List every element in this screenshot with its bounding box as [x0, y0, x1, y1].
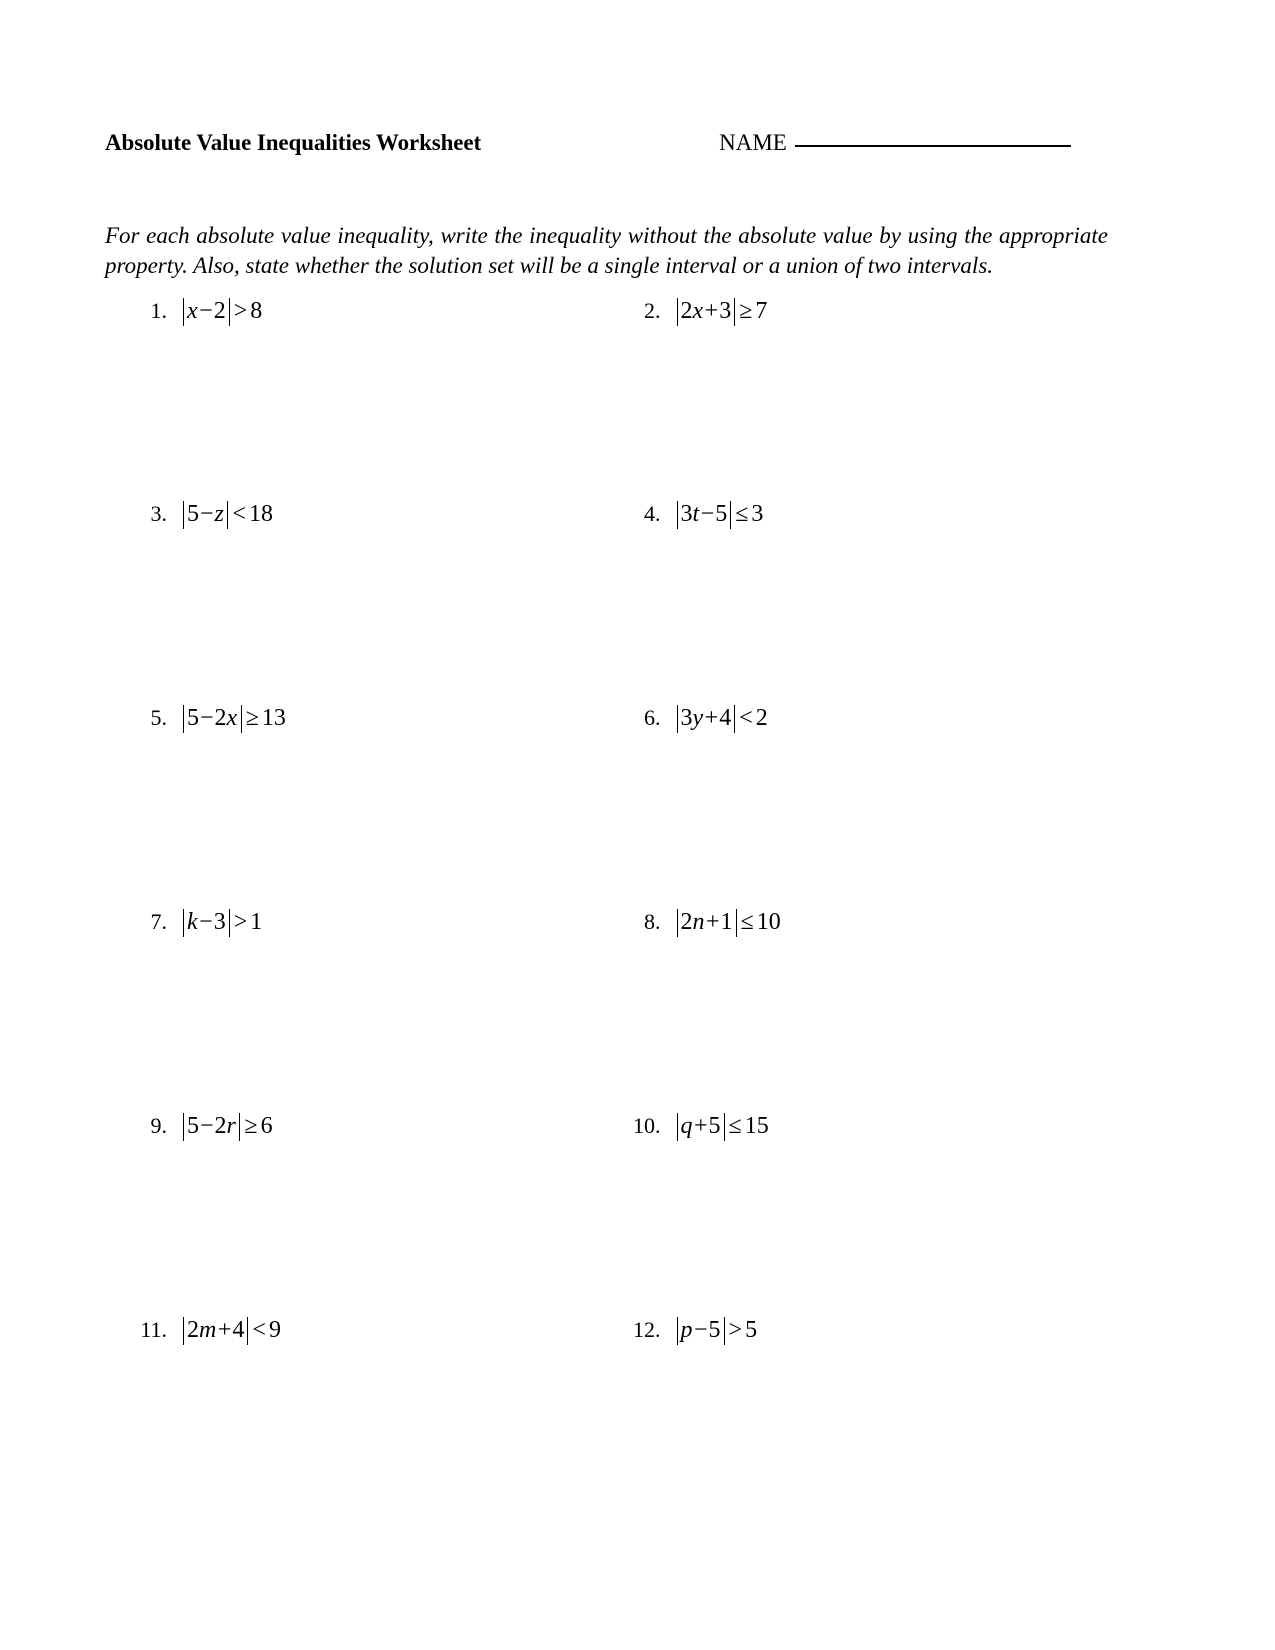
math-op: − — [200, 705, 214, 732]
absolute-value-bars — [183, 1113, 240, 1141]
math-var: r — [226, 1113, 236, 1140]
problem-row — [105, 705, 1110, 909]
math-num: 3 — [213, 909, 226, 936]
math-num: 3 — [680, 705, 693, 732]
problem-expression — [677, 1317, 758, 1345]
math-num: 5 — [715, 501, 728, 528]
math-op: − — [700, 501, 715, 528]
math-var: t — [692, 501, 700, 528]
math-var: p — [680, 1317, 693, 1344]
relation-symbol: < — [252, 1317, 266, 1344]
problem-item-5 — [105, 705, 617, 909]
right-hand-side: 13 — [261, 705, 286, 732]
math-op: + — [704, 705, 719, 732]
problem-item-4 — [617, 501, 1111, 705]
problem-number: 2. — [644, 298, 661, 324]
problem-item-8 — [617, 909, 1111, 1113]
right-hand-side: 10 — [756, 909, 781, 936]
relation-symbol: ≤ — [735, 501, 749, 528]
name-field-group — [719, 130, 1071, 156]
problem-expression — [183, 501, 273, 529]
math-var: x — [226, 705, 238, 732]
absolute-value-bars — [183, 501, 228, 529]
relation-symbol: ≥ — [245, 705, 259, 732]
problem-number: 3. — [150, 501, 167, 527]
problem-number: 10. — [633, 1113, 661, 1139]
problem-expression — [183, 1317, 281, 1345]
math-var: x — [692, 298, 704, 325]
math-num: 2 — [187, 1317, 199, 1344]
right-hand-side: 15 — [744, 1113, 769, 1140]
problem-expression — [183, 705, 286, 733]
math-op: − — [199, 298, 213, 325]
math-num: 2 — [680, 909, 693, 936]
relation-symbol: > — [233, 909, 248, 936]
math-num: 5 — [708, 1317, 721, 1344]
absolute-value-bars — [183, 298, 230, 326]
problem-number: 11. — [140, 1317, 167, 1343]
math-num: 2 — [214, 705, 227, 732]
math-var: m — [199, 1317, 217, 1344]
math-op: + — [704, 298, 719, 325]
math-op: + — [694, 1113, 708, 1140]
relation-symbol: ≥ — [244, 1113, 258, 1140]
math-op: − — [694, 1317, 708, 1344]
problem-expression — [677, 501, 764, 529]
math-num: 3 — [680, 501, 693, 528]
problem-number: 1. — [150, 298, 167, 324]
problem-item-7 — [105, 909, 617, 1113]
absolute-value-bars — [677, 705, 736, 733]
relation-symbol: > — [728, 1317, 743, 1344]
math-num: 3 — [719, 298, 732, 325]
math-num: 2 — [214, 1113, 227, 1140]
problem-item-11 — [105, 1317, 617, 1521]
math-var: x — [187, 298, 198, 325]
math-var: z — [214, 501, 224, 528]
problem-number: 8. — [644, 909, 661, 935]
problem-number: 12. — [633, 1317, 661, 1343]
absolute-value-bars — [183, 1317, 248, 1345]
right-hand-side: 6 — [260, 1113, 273, 1140]
relation-symbol: < — [739, 705, 753, 732]
math-num: 4 — [232, 1317, 245, 1344]
worksheet-body — [105, 130, 1110, 1521]
math-num: 5 — [708, 1113, 721, 1140]
math-num: 1 — [720, 909, 733, 936]
problem-expression — [677, 705, 768, 733]
absolute-value-bars — [183, 909, 230, 937]
problem-expression — [677, 909, 781, 937]
problem-number: 4. — [644, 501, 661, 527]
math-op: − — [200, 1113, 214, 1140]
problem-row — [105, 501, 1110, 705]
math-num: 5 — [187, 705, 199, 732]
absolute-value-bars — [183, 705, 242, 733]
absolute-value-bars — [677, 501, 732, 529]
problem-item-10 — [617, 1113, 1111, 1317]
relation-symbol: ≤ — [740, 909, 754, 936]
absolute-value-bars — [677, 1317, 725, 1345]
directions-text: For each absolute value inequality, write the inequality without the absolute value by using the appropriate property. Also, state whether the solution set will be a single interval or a union of two intervals. — [105, 223, 1108, 278]
problem-row — [105, 909, 1110, 1113]
worksheet-header — [105, 130, 1110, 166]
right-hand-side: 8 — [250, 298, 263, 325]
math-num: 5 — [187, 1113, 199, 1140]
problem-item-9 — [105, 1113, 617, 1317]
math-op: + — [217, 1317, 232, 1344]
problem-item-2 — [617, 298, 1111, 501]
page-title: Absolute Value Inequalities Worksheet — [105, 130, 482, 155]
right-hand-side: 1 — [250, 909, 263, 936]
absolute-value-bars — [677, 909, 737, 937]
name-label: NAME — [719, 130, 787, 155]
math-var: k — [187, 909, 198, 936]
math-num: 5 — [187, 501, 199, 528]
math-op: − — [200, 501, 214, 528]
problem-item-12 — [617, 1317, 1111, 1521]
right-hand-side: 7 — [755, 298, 768, 325]
problem-number: 7. — [150, 909, 167, 935]
relation-symbol: < — [232, 501, 246, 528]
math-var: n — [692, 909, 705, 936]
problem-row — [105, 298, 1110, 501]
math-num: 2 — [680, 298, 693, 325]
absolute-value-bars — [677, 1113, 725, 1141]
problem-row — [105, 1113, 1110, 1317]
problem-item-1 — [105, 298, 617, 501]
right-hand-side: 2 — [755, 705, 768, 732]
problem-row — [105, 1317, 1110, 1521]
problem-expression — [183, 1113, 273, 1141]
problem-number: 5. — [150, 705, 167, 731]
math-num: 4 — [719, 705, 732, 732]
problem-expression — [183, 909, 262, 937]
problem-item-6 — [617, 705, 1111, 909]
right-hand-side: 18 — [248, 501, 273, 528]
problem-expression — [677, 298, 768, 326]
math-var: y — [692, 705, 704, 732]
problem-number: 9. — [150, 1113, 167, 1139]
math-num: 2 — [213, 298, 226, 325]
problem-expression — [677, 1113, 769, 1141]
right-hand-side: 5 — [745, 1317, 758, 1344]
relation-symbol: > — [233, 298, 248, 325]
problem-expression — [183, 298, 262, 326]
absolute-value-bars — [677, 298, 736, 326]
relation-symbol: ≥ — [739, 298, 753, 325]
problem-number: 6. — [644, 705, 661, 731]
relation-symbol: ≤ — [728, 1113, 742, 1140]
problems-list — [105, 298, 1110, 1521]
name-input-blank[interactable] — [795, 144, 1071, 147]
right-hand-side: 9 — [268, 1317, 281, 1344]
problem-item-3 — [105, 501, 617, 705]
math-op: − — [199, 909, 213, 936]
math-op: + — [706, 909, 720, 936]
right-hand-side: 3 — [751, 501, 764, 528]
math-var: q — [680, 1113, 693, 1140]
